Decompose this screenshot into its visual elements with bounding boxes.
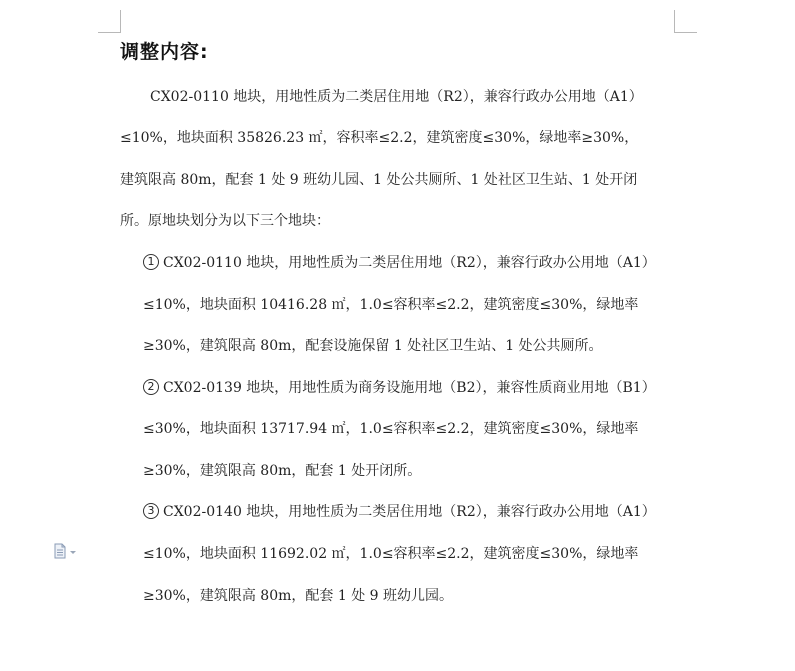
paste-options-icon[interactable] <box>53 543 83 559</box>
list-item-1-line: ≤10%，地块面积 10416.28 ㎡，1.0≤容积率≤2.2，建筑密度≤30%，绿地率 <box>143 297 639 313</box>
list-item-3-line: ≤10%，地块面积 11692.02 ㎡，1.0≤容积率≤2.2，建筑密度≤30%，绿地率 <box>143 546 639 562</box>
intro-line: 建筑限高 80m，配套 1 处 9 班幼儿园、1 处公共厕所、1 处社区卫生站、1 处开闭 <box>120 172 638 188</box>
list-item-1-line: ≥30%，建筑限高 80m，配套设施保留 1 处社区卫生站、1 处公共厕所。 <box>143 338 603 354</box>
intro-line: 所。原地块划分为以下三个地块： <box>120 213 330 229</box>
list-item-2-line: ≤30%，地块面积 13717.94 ㎡，1.0≤容积率≤2.2，建筑密度≤30%，绿地率 <box>143 421 639 437</box>
list-item-2-line: 2 CX02-0139 地块，用地性质为商务设施用地（B2），兼容性质商业用地（B1） <box>143 377 656 397</box>
page-corner-mark-top-left <box>98 10 121 33</box>
circled-number-3: 3 <box>143 503 159 519</box>
page-corner-mark-top-right <box>674 10 697 33</box>
list-item-1-line: 1 CX02-0110 地块，用地性质为二类居住用地（R2），兼容行政办公用地（A1） <box>143 252 656 272</box>
circled-number-1: 1 <box>143 254 159 270</box>
list-item-3-line: 3 CX02-0140 地块，用地性质为二类居住用地（R2），兼容行政办公用地（A1） <box>143 501 656 521</box>
list-item-2-line: ≥30%，建筑限高 80m，配套 1 处开闭所。 <box>143 463 422 479</box>
intro-line: CX02-0110 地块，用地性质为二类居住用地（R2），兼容行政办公用地（A1） <box>150 89 643 105</box>
section-heading: 调整内容: <box>120 41 209 63</box>
intro-line: ≤10%，地块面积 35826.23 ㎡，容积率≤2.2，建筑密度≤30%，绿地率≥30%， <box>120 130 639 146</box>
list-item-3-line: ≥30%，建筑限高 80m，配套 1 处 9 班幼儿园。 <box>143 588 454 604</box>
circled-number-2: 2 <box>143 379 159 395</box>
